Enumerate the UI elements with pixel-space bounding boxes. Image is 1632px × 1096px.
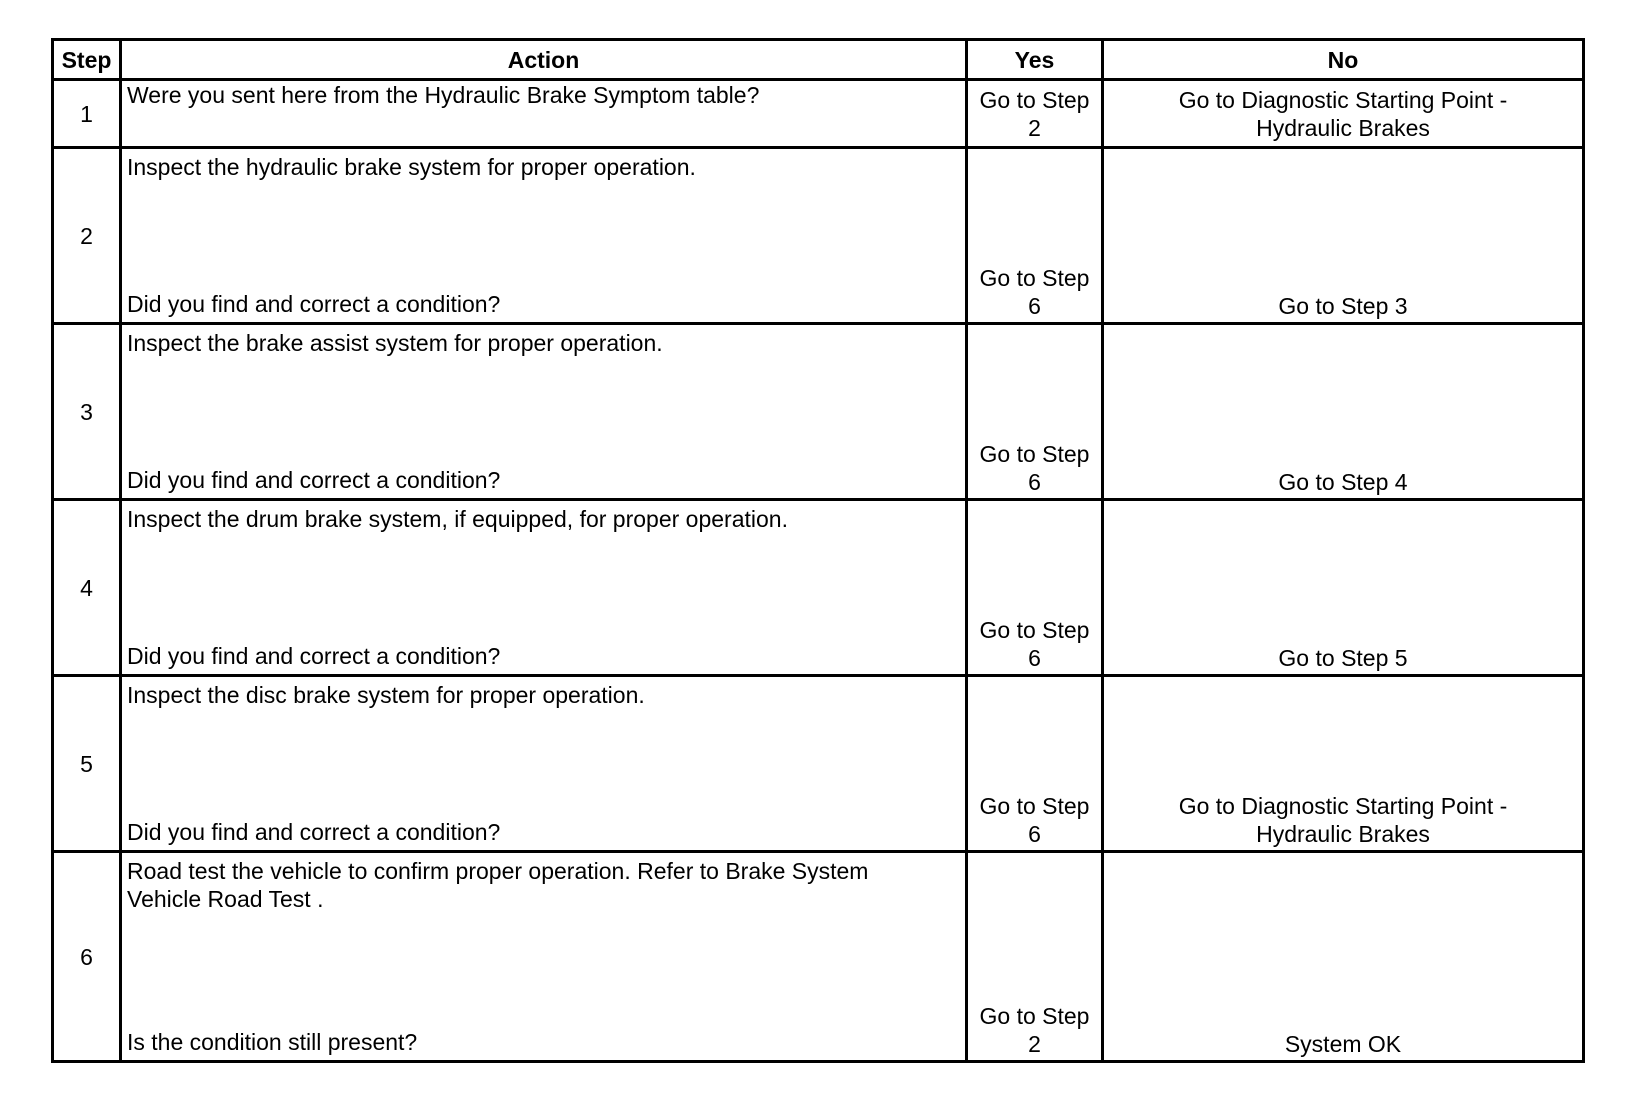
action-question: Did you find and correct a condition? [127, 819, 501, 845]
yes-link[interactable]: Go to Step 6 [979, 441, 1090, 495]
header-step: Step [53, 40, 121, 80]
step-number: 1 [53, 80, 121, 148]
action-cell [121, 148, 967, 324]
header-action: Action [121, 40, 967, 80]
action-instruction: Inspect the disc brake system for proper operation. [127, 682, 645, 708]
yes-cell [967, 148, 1103, 324]
table-row [53, 80, 1584, 148]
header-no: No [1103, 40, 1584, 80]
yes-link[interactable]: Go to Step 6 [979, 617, 1090, 671]
no-cell [1103, 148, 1584, 324]
step-number: 6 [53, 852, 121, 1062]
yes-cell [967, 324, 1103, 500]
action-question: Did you find and correct a condition? [127, 467, 501, 493]
action-question: Did you find and correct a condition? [127, 643, 501, 669]
action-instruction: Road test the vehicle to confirm proper operation. Refer to Brake System Vehicle Road Test . [127, 858, 869, 912]
header-yes: Yes [967, 40, 1103, 80]
action-instruction: Inspect the brake assist system for proper operation. [127, 330, 663, 356]
no-link[interactable]: Go to Step 5 [1278, 645, 1408, 671]
no-link[interactable]: Go to Step 4 [1278, 469, 1408, 495]
action-question: Is the condition still present? [127, 1029, 418, 1055]
action-cell [121, 676, 967, 852]
step-number: 2 [53, 148, 121, 324]
no-cell [1103, 852, 1584, 1062]
action-instruction: Inspect the drum brake system, if equipped, for proper operation. [127, 506, 788, 532]
step-number: 3 [53, 324, 121, 500]
table-row [53, 852, 1584, 1062]
header-row [53, 40, 1584, 80]
action-cell [121, 324, 967, 500]
action-cell [121, 80, 967, 148]
yes-cell [967, 852, 1103, 1062]
action-cell [121, 852, 967, 1062]
yes-link[interactable]: Go to Step 2 [979, 86, 1090, 141]
action-question: Did you find and correct a condition? [127, 291, 501, 317]
no-link[interactable]: Go to Diagnostic Starting Point - Hydraulic Brakes [1178, 793, 1508, 847]
table-row [53, 148, 1584, 324]
table-row [53, 500, 1584, 676]
step-number: 4 [53, 500, 121, 676]
yes-link[interactable]: Go to Step 2 [979, 1003, 1090, 1057]
yes-cell [967, 676, 1103, 852]
action-cell [121, 500, 967, 676]
yes-link[interactable]: Go to Step 6 [979, 265, 1090, 319]
no-cell [1103, 676, 1584, 852]
step-number: 5 [53, 676, 121, 852]
no-link[interactable]: System OK [1284, 1031, 1402, 1057]
yes-cell [967, 80, 1103, 148]
yes-link[interactable]: Go to Step 6 [979, 793, 1090, 847]
yes-cell [967, 500, 1103, 676]
table-row [53, 324, 1584, 500]
no-cell [1103, 500, 1584, 676]
action-instruction: Inspect the hydraulic brake system for proper operation. [127, 154, 696, 180]
action-instruction: Were you sent here from the Hydraulic Brake Symptom table? [127, 82, 760, 108]
no-cell [1103, 324, 1584, 500]
no-link[interactable]: Go to Diagnostic Starting Point - Hydraulic Brakes [1178, 86, 1508, 141]
table-row [53, 676, 1584, 852]
no-link[interactable]: Go to Step 3 [1278, 293, 1408, 319]
no-cell [1103, 80, 1584, 148]
diagnostic-table [51, 38, 1585, 1063]
